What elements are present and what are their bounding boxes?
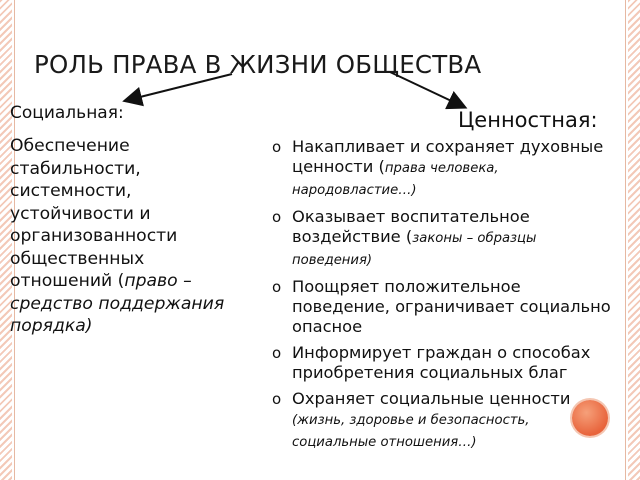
list-item-text: Информирует граждан о способах приобретения социальных благ bbox=[292, 343, 591, 382]
bullet-icon: o bbox=[272, 344, 282, 362]
bullet-icon: o bbox=[272, 390, 282, 408]
values-heading: Ценностная: bbox=[458, 108, 598, 132]
orange-circle-decoration bbox=[572, 400, 608, 436]
list-item-text: Оказывает воспитательное воздействие ( bbox=[292, 207, 530, 246]
list-item bbox=[272, 207, 617, 271]
list-item bbox=[272, 343, 617, 383]
bullet-icon: o bbox=[272, 208, 282, 226]
bullet-icon: o bbox=[272, 278, 282, 296]
list-item bbox=[272, 137, 617, 201]
list-item-text: Охраняет социальные ценности bbox=[292, 389, 571, 408]
list-item-text: Поощряет положительное поведение, ограничивает социально опасное bbox=[292, 277, 611, 336]
arrow-to-values bbox=[390, 72, 462, 106]
bullet-icon: o bbox=[272, 138, 282, 156]
slide-title: РОЛЬ ПРАВА В ЖИЗНИ ОБЩЕСТВА bbox=[34, 50, 482, 79]
values-list bbox=[272, 137, 617, 459]
list-item-note: законы – образцы поведения) bbox=[292, 231, 537, 268]
social-description bbox=[10, 135, 245, 338]
list-item-text: Накапливает и сохраняет духовные ценности ( bbox=[292, 137, 604, 176]
list-item bbox=[272, 389, 617, 453]
social-text-italic: право – средство поддержания порядка) bbox=[10, 271, 225, 336]
list-item bbox=[272, 277, 617, 337]
social-text-main: Обеспечение стабильности, системности, устойчивости и организованности общественных отношений ( bbox=[10, 136, 178, 291]
list-item-note: права человека, народовластие…) bbox=[292, 161, 499, 198]
social-heading: Социальная: bbox=[10, 103, 124, 123]
list-item-note: (жизнь, здоровье и безопасность, социальные отношения…) bbox=[292, 413, 530, 450]
arrow-to-social bbox=[128, 74, 232, 100]
